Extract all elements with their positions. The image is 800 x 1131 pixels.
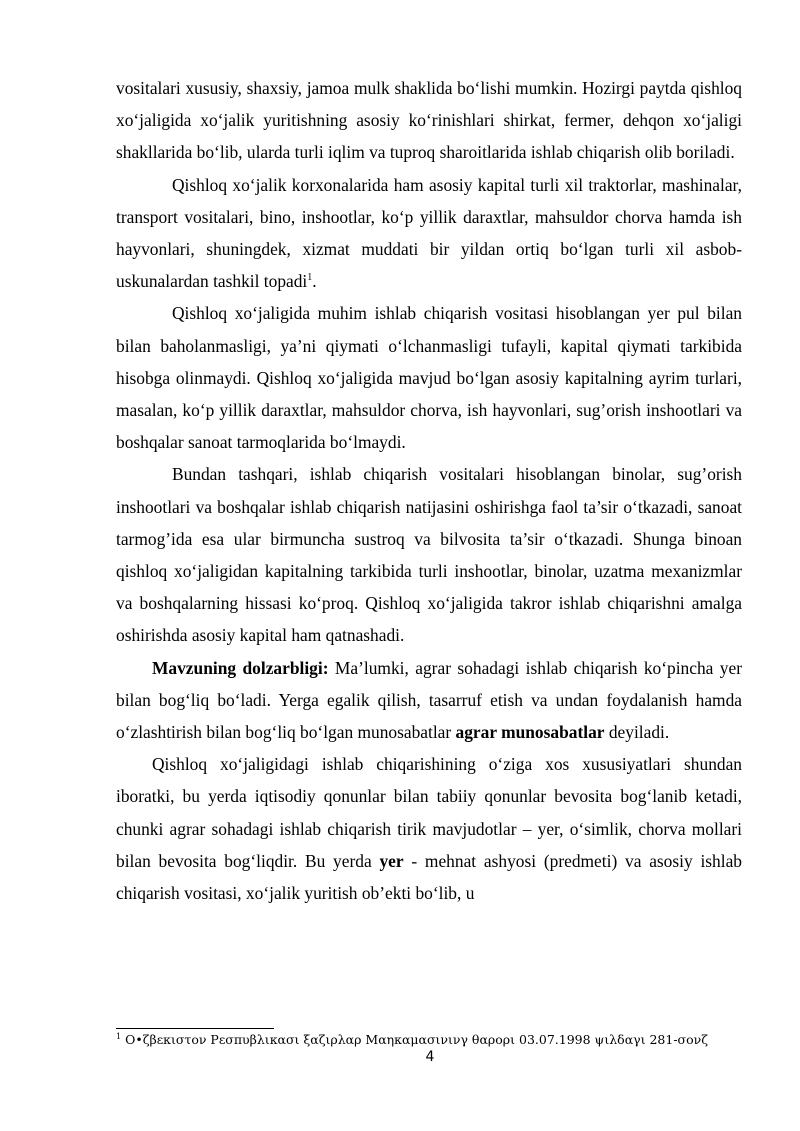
term-agrar-munosabatlar: agrar munosabatlar	[455, 722, 605, 743]
footnote-separator	[116, 1028, 274, 1029]
page-number: 4	[425, 1049, 435, 1065]
paragraph-6	[116, 748, 742, 909]
paragraph-3-text: Qishloq xo‘jaligida muhim ishlab chiqarish vositasi hisoblangan yer pul bilan bilan baholanmasligi, ya’ni qiymati o‘lchanmasligi tufayli, kapital qiymati tarkibida hisobga olinmaydi. Qishloq xo‘jaligida mavjud bo‘lgan asosiy kapitalning ayrim turlari, masalan, ko‘p yillik daraxtlar, mahsuldor chorva, ish hayvonlari, sug’orish inshootlari va boshqalar sanoat tarmoqlarida bo‘lmaydi.	[116, 303, 742, 453]
footnote-number: 1	[116, 1031, 122, 1041]
footnote-reference[interactable]: 1	[307, 272, 313, 284]
relevance-text: Ma’lumki, agrar sohadagi ishlab chiqarish ko‘pincha yer bilan bog‘liq bo‘ladi. Yerga egalik qilish, tasarruf etish va undan foydalanish hamda o‘zlashtirish bilan bog‘liq bo‘lgan munosabatlar	[116, 657, 742, 743]
paragraph-2-text: Qishloq xo‘jalik korxonalarida ham asosiy kapital turli xil traktorlar, mashinalar, transport vositalari, bino, inshootlar, ko‘p yillik daraxtlar, mahsuldor chorva hamda ish hayvonlari, shuningdek, xizmat muddati bir yildan ortiq bo‘lgan turli xil asbob-uskunalardan tashkil topadi	[116, 174, 742, 292]
paragraph-2	[116, 169, 742, 298]
relevance-heading: Mavzuning dolzarbligi:	[152, 657, 329, 678]
paragraph-3	[116, 297, 742, 458]
paragraph-2-end: .	[312, 271, 317, 292]
paragraph-4-text: Bundan tashqari, ishlab chiqarish vositalari hisoblangan binolar, sug’orish inshootlari va boshqalar ishlab chiqarish natijasini oshirishga faol ta’sir o‘tkazadi, sanoat tarmog’ida esa ular birmuncha sustroq va bilvosita ta’sir o‘tkazadi. Shunga binoan qishloq xo‘jaligidan kapitalning tarkibida turli inshootlar, binolar, uzatma mexanizmlar va boshqalarning hissasi ko‘proq. Qishloq xo‘jaligida takror ishlab chiqarishni amalga oshirishda asosiy kapital ham qatnashadi.	[116, 464, 742, 646]
footnote-text: O•ζβεκιστον Ρεσπυβλικασι ξαζιρλαρ Μαηκαμασινινγ θαρορι 03.07.1998 ψιλδαγι 281-σονζ	[121, 1032, 708, 1047]
paragraph-6-tail: - mehnat ashyosi (predmeti) va asosiy ishlab chiqarish vositasi, xo‘jalik yuritish ob’ekti bo‘lib, u	[116, 850, 742, 904]
paragraph-6-text: Qishloq xo‘jaligidagi ishlab chiqarishining o‘ziga xos xususiyatlari shundan iboratki, bu yerda iqtisodiy qonunlar bilan tabiiy qonunlar bevosita bog‘lanib ketadi, chunki agrar sohadagi ishlab chiqarish tirik mavjudotlar – yer, o‘simlik, chorva mollari bilan bevosita bog‘liqdir. Bu yerda	[116, 754, 742, 871]
relevance-tail: deyiladi.	[604, 722, 670, 743]
paragraph-relevance	[116, 652, 742, 749]
paragraph-4	[116, 458, 742, 651]
body-text	[116, 72, 742, 909]
paragraph-1	[116, 72, 742, 169]
term-yer: yer	[379, 850, 404, 871]
paragraph-1-text: vositalari xususiy, shaxsiy, jamoa mulk shaklida bo‘lishi mumkin. Hozirgi paytda qishloq xo‘jaligida xo‘jalik yuritishning asosiy ko‘rinishlari shirkat, fermer, dehqon xo‘jaligi shakllarida bo‘lib, ularda turli iqlim va tuproq sharoitlarida ishlab chiqarish olib boriladi.	[116, 78, 742, 163]
footnote	[116, 1032, 742, 1048]
